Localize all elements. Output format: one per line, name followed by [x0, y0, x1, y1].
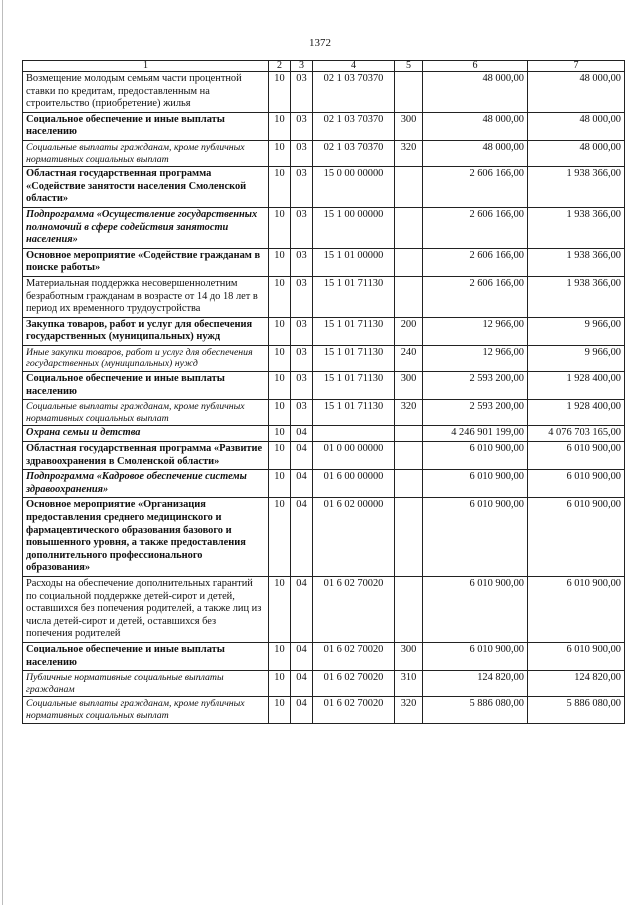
target-article-code: 15 0 00 00000	[313, 167, 395, 208]
amount-year-1: 2 593 200,00	[423, 372, 528, 400]
subsection-code: 03	[291, 72, 313, 113]
section-code: 10	[269, 207, 291, 248]
table-row	[23, 576, 625, 642]
subsection-code: 04	[291, 442, 313, 470]
amount-year-1: 124 820,00	[423, 671, 528, 697]
row-name: Социальное обеспечение и иные выплаты населению	[23, 372, 269, 400]
amount-year-2: 6 010 900,00	[528, 576, 625, 642]
table-row	[23, 140, 625, 166]
table-row	[23, 276, 625, 317]
table-row	[23, 642, 625, 670]
amount-year-2: 1 938 366,00	[528, 207, 625, 248]
subsection-code: 03	[291, 248, 313, 276]
amount-year-1: 2 593 200,00	[423, 400, 528, 426]
section-code: 10	[269, 112, 291, 140]
amount-year-1: 2 606 166,00	[423, 167, 528, 208]
subsection-code: 04	[291, 426, 313, 442]
target-article-code: 15 1 01 71130	[313, 317, 395, 345]
subsection-code: 03	[291, 345, 313, 371]
target-article-code: 02 1 03 70370	[313, 112, 395, 140]
subsection-code: 04	[291, 498, 313, 577]
target-article-code: 15 1 01 71130	[313, 372, 395, 400]
subsection-code: 03	[291, 167, 313, 208]
table-row	[23, 72, 625, 113]
row-name: Социальные выплаты гражданам, кроме публичных нормативных социальных выплат	[23, 140, 269, 166]
table-row	[23, 372, 625, 400]
amount-year-1: 6 010 900,00	[423, 498, 528, 577]
budget-table	[22, 60, 625, 724]
expense-type-code	[395, 442, 423, 470]
row-name: Основное мероприятие «Содействие гражданам в поиске работы»	[23, 248, 269, 276]
amount-year-2: 1 938 366,00	[528, 276, 625, 317]
expense-type-code	[395, 248, 423, 276]
expense-type-code: 300	[395, 642, 423, 670]
subsection-code: 04	[291, 697, 313, 723]
row-name: Подпрограмма «Осуществление государственных полномочий в сфере содействия занятости населения»	[23, 207, 269, 248]
target-article-code: 01 6 02 70020	[313, 576, 395, 642]
expense-type-code: 320	[395, 140, 423, 166]
expense-type-code: 300	[395, 112, 423, 140]
subsection-code: 03	[291, 372, 313, 400]
amount-year-1: 6 010 900,00	[423, 442, 528, 470]
row-name: Материальная поддержка несовершеннолетним безработным гражданам в возрасте от 14 до 18 лет в период их временного трудоустройства	[23, 276, 269, 317]
row-name: Расходы на обеспечение дополнительных гарантий по социальной поддержке детей-сирот и детей, оставшихся без попечения родителей, а также лиц из числа детей-сирот и детей, оставшихся без попечения родителей	[23, 576, 269, 642]
table-row	[23, 207, 625, 248]
section-code: 10	[269, 426, 291, 442]
subsection-code: 03	[291, 317, 313, 345]
expense-type-code	[395, 426, 423, 442]
target-article-code: 15 1 00 00000	[313, 207, 395, 248]
target-article-code: 01 6 02 00000	[313, 498, 395, 577]
amount-year-1: 4 246 901 199,00	[423, 426, 528, 442]
row-name: Социальное обеспечение и иные выплаты населению	[23, 112, 269, 140]
amount-year-2: 4 076 703 165,00	[528, 426, 625, 442]
target-article-code	[313, 426, 395, 442]
target-article-code: 15 1 01 00000	[313, 248, 395, 276]
expense-type-code	[395, 470, 423, 498]
subsection-code: 03	[291, 400, 313, 426]
target-article-code: 15 1 01 71130	[313, 276, 395, 317]
subsection-code: 03	[291, 276, 313, 317]
column-header: 5	[395, 61, 423, 72]
table-row	[23, 470, 625, 498]
amount-year-1: 5 886 080,00	[423, 697, 528, 723]
amount-year-1: 48 000,00	[423, 140, 528, 166]
row-name: Возмещение молодым семьям части процентной ставки по кредитам, предоставленным на строительство (приобретение) жилья	[23, 72, 269, 113]
expense-type-code	[395, 576, 423, 642]
amount-year-1: 2 606 166,00	[423, 207, 528, 248]
amount-year-2: 1 938 366,00	[528, 167, 625, 208]
expense-type-code	[395, 207, 423, 248]
section-code: 10	[269, 276, 291, 317]
subsection-code: 04	[291, 576, 313, 642]
amount-year-2: 6 010 900,00	[528, 442, 625, 470]
section-code: 10	[269, 72, 291, 113]
section-code: 10	[269, 498, 291, 577]
column-header: 3	[291, 61, 313, 72]
section-code: 10	[269, 642, 291, 670]
amount-year-2: 48 000,00	[528, 72, 625, 113]
table-row	[23, 345, 625, 371]
expense-type-code: 310	[395, 671, 423, 697]
table-row	[23, 442, 625, 470]
section-code: 10	[269, 248, 291, 276]
amount-year-1: 48 000,00	[423, 72, 528, 113]
amount-year-1: 12 966,00	[423, 317, 528, 345]
section-code: 10	[269, 140, 291, 166]
table-row	[23, 498, 625, 577]
row-name: Социальное обеспечение и иные выплаты населению	[23, 642, 269, 670]
row-name: Иные закупки товаров, работ и услуг для обеспечения государственных (муниципальных) нужд	[23, 345, 269, 371]
amount-year-2: 6 010 900,00	[528, 498, 625, 577]
amount-year-2: 1 938 366,00	[528, 248, 625, 276]
subsection-code: 03	[291, 140, 313, 166]
column-header: 4	[313, 61, 395, 72]
subsection-code: 03	[291, 112, 313, 140]
amount-year-2: 48 000,00	[528, 112, 625, 140]
amount-year-2: 9 966,00	[528, 317, 625, 345]
amount-year-2: 1 928 400,00	[528, 400, 625, 426]
table-row	[23, 400, 625, 426]
subsection-code: 04	[291, 642, 313, 670]
row-name: Областная государственная программа «Содействие занятости населения Смоленской области»	[23, 167, 269, 208]
amount-year-2: 1 928 400,00	[528, 372, 625, 400]
table-row	[23, 697, 625, 723]
column-header: 2	[269, 61, 291, 72]
table-row	[23, 317, 625, 345]
row-name: Социальные выплаты гражданам, кроме публичных нормативных социальных выплат	[23, 697, 269, 723]
table-row	[23, 112, 625, 140]
table-row	[23, 248, 625, 276]
amount-year-2: 6 010 900,00	[528, 642, 625, 670]
target-article-code: 15 1 01 71130	[313, 400, 395, 426]
column-header: 1	[23, 61, 269, 72]
expense-type-code: 320	[395, 697, 423, 723]
section-code: 10	[269, 442, 291, 470]
subsection-code: 04	[291, 671, 313, 697]
target-article-code: 02 1 03 70370	[313, 72, 395, 113]
subsection-code: 04	[291, 470, 313, 498]
subsection-code: 03	[291, 207, 313, 248]
row-name: Основное мероприятие «Организация предоставления среднего медицинского и фармацевтического образования базового и повышенного уровня, а также предоставления дополнительного профессионального образования»	[23, 498, 269, 577]
section-code: 10	[269, 372, 291, 400]
column-header: 7	[528, 61, 625, 72]
target-article-code: 01 6 02 70020	[313, 697, 395, 723]
table-row	[23, 426, 625, 442]
table-row	[23, 167, 625, 208]
scan-margin-line	[2, 0, 3, 905]
row-name: Охрана семьи и детства	[23, 426, 269, 442]
expense-type-code: 300	[395, 372, 423, 400]
target-article-code: 01 6 02 70020	[313, 671, 395, 697]
amount-year-2: 5 886 080,00	[528, 697, 625, 723]
expense-type-code	[395, 276, 423, 317]
page-number: 1372	[309, 37, 331, 49]
table-header-row	[23, 61, 625, 72]
expense-type-code: 320	[395, 400, 423, 426]
section-code: 10	[269, 671, 291, 697]
target-article-code: 01 6 02 70020	[313, 642, 395, 670]
target-article-code: 01 0 00 00000	[313, 442, 395, 470]
amount-year-1: 2 606 166,00	[423, 276, 528, 317]
amount-year-2: 9 966,00	[528, 345, 625, 371]
expense-type-code: 200	[395, 317, 423, 345]
target-article-code: 01 6 00 00000	[313, 470, 395, 498]
row-name: Закупка товаров, работ и услуг для обеспечения государственных (муниципальных) нужд	[23, 317, 269, 345]
section-code: 10	[269, 167, 291, 208]
column-header: 6	[423, 61, 528, 72]
row-name: Подпрограмма «Кадровое обеспечение системы здравоохранения»	[23, 470, 269, 498]
section-code: 10	[269, 317, 291, 345]
amount-year-1: 6 010 900,00	[423, 642, 528, 670]
amount-year-2: 48 000,00	[528, 140, 625, 166]
row-name: Областная государственная программа «Развитие здравоохранения в Смоленской области»	[23, 442, 269, 470]
expense-type-code	[395, 72, 423, 113]
table-row	[23, 671, 625, 697]
section-code: 10	[269, 400, 291, 426]
row-name: Публичные нормативные социальные выплаты гражданам	[23, 671, 269, 697]
amount-year-1: 48 000,00	[423, 112, 528, 140]
section-code: 10	[269, 576, 291, 642]
section-code: 10	[269, 697, 291, 723]
expense-type-code	[395, 167, 423, 208]
target-article-code: 02 1 03 70370	[313, 140, 395, 166]
amount-year-1: 2 606 166,00	[423, 248, 528, 276]
row-name: Социальные выплаты гражданам, кроме публичных нормативных социальных выплат	[23, 400, 269, 426]
expense-type-code: 240	[395, 345, 423, 371]
expense-type-code	[395, 498, 423, 577]
amount-year-1: 6 010 900,00	[423, 470, 528, 498]
amount-year-1: 12 966,00	[423, 345, 528, 371]
amount-year-1: 6 010 900,00	[423, 576, 528, 642]
section-code: 10	[269, 470, 291, 498]
amount-year-2: 6 010 900,00	[528, 470, 625, 498]
target-article-code: 15 1 01 71130	[313, 345, 395, 371]
amount-year-2: 124 820,00	[528, 671, 625, 697]
section-code: 10	[269, 345, 291, 371]
